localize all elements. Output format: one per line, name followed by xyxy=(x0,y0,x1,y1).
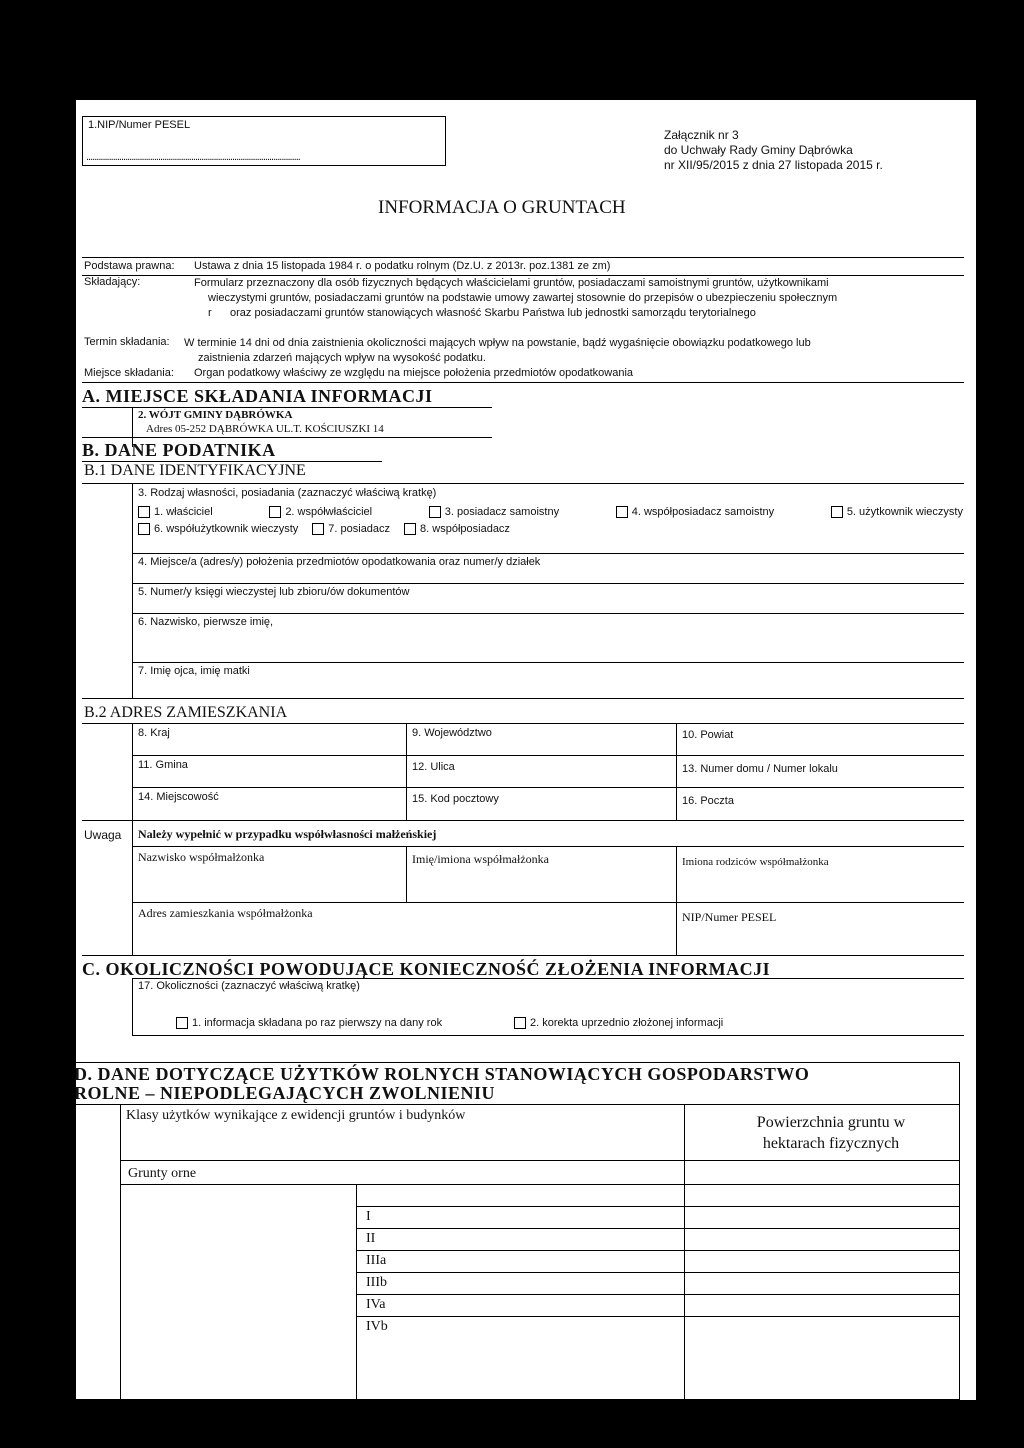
checkbox-correction[interactable] xyxy=(514,1017,526,1029)
section-d-title-line-2: ROLNE – NIEPODLEGAJĄCYCH ZWOLNIENIU xyxy=(74,1083,496,1103)
filer-text-3: oraz posiadaczami gruntów stanowiących własność Skarbu Państwa lub jednostki samorządu terytorialnego xyxy=(230,307,756,319)
field-postal-code[interactable]: 15. Kod pocztowy xyxy=(412,793,499,805)
filer-label: Składający: xyxy=(84,276,141,288)
filer-text-line-1: Formularz przeznaczony dla osób fizycznych będących właścicielami gruntów, posiadaczami samoistnymi gruntów, użytkownikami xyxy=(194,277,829,289)
deadline-text-line-1: W terminie 14 dni od dnia zaistnienia okoliczności mających wpływ na powstanie, bądź wygaśnięcie obowiązku podatkowego lub xyxy=(184,337,811,349)
land-class-row-line xyxy=(356,1250,960,1251)
place-text: Organ podatkowy właściwy ze względu na miejsce położenia przedmiotów opodatkowania xyxy=(194,367,634,379)
place-label: Miejsce składania: xyxy=(84,367,174,379)
checkbox-first-submission[interactable] xyxy=(176,1017,188,1029)
land-class-label: II xyxy=(366,1231,376,1246)
land-class-label: I xyxy=(366,1209,371,1224)
basis-label: Podstawa prawna: xyxy=(84,260,175,272)
deadline-text-line-2: zaistnienia zdarzeń mających wpływ na wysokość podatku. xyxy=(198,352,486,364)
option-possessor-independent[interactable]: 3. posiadacz samoistny xyxy=(429,506,559,518)
filer-text xyxy=(194,276,964,321)
land-class-label: IVb xyxy=(366,1319,388,1334)
option-co-possessor-independent[interactable]: 4. współposiadacz samoistny xyxy=(616,506,774,518)
arable-land-label: Grunty orne xyxy=(128,1166,197,1181)
field-parents-names[interactable]: 7. Imię ojca, imię matki xyxy=(138,665,250,677)
field-house-number[interactable]: 13. Numer domu / Numer lokalu xyxy=(682,763,838,775)
form-page xyxy=(76,100,976,1400)
nip-label: 1.NIP/Numer PESEL xyxy=(88,119,191,131)
annex-line-2: do Uchwały Rady Gminy Dąbrówka xyxy=(664,143,853,157)
deadline-label: Termin składania: xyxy=(84,336,170,348)
option-perpetual-user[interactable]: 5. użytkownik wieczysty xyxy=(831,506,963,518)
annex-line-3: nr XII/95/2015 z dnia 27 listopada 2015 r. xyxy=(664,158,883,172)
land-class-row-line xyxy=(356,1228,960,1229)
land-classes-header: Klasy użytków wynikające z ewidencji gruntów i budynków xyxy=(126,1108,466,1123)
filer-text-line-3 xyxy=(194,306,964,321)
option-owner[interactable]: 1. właściciel xyxy=(138,506,213,518)
filer-text-line-2: wieczystymi gruntów, posiadaczami gruntów na podstawie umowy zawartej stosownie do przepisów o ubezpieczeniu społecznym xyxy=(208,292,838,304)
ownership-options-row-2 xyxy=(138,523,510,535)
field-name[interactable]: 6. Nazwisko, pierwsze imię, xyxy=(138,616,274,628)
field-commune[interactable]: 11. Gmina xyxy=(138,759,188,771)
section-b2-title: B.2 ADRES ZAMIESZKANIA xyxy=(84,704,288,721)
field-street[interactable]: 12. Ulica xyxy=(412,761,455,773)
spouse-address-field[interactable]: Adres zamieszkania współmałżonka xyxy=(138,906,313,920)
note-text: Należy wypełnić w przypadku współwłasności małżeńskiej xyxy=(138,827,437,841)
circumstances-label: 17. Okoliczności (zaznaczyć właściwą kratkę) xyxy=(138,980,360,992)
nip-dots: ........................................................................................................ xyxy=(86,151,300,163)
annex-note xyxy=(664,128,883,173)
ownership-type-label: 3. Rodzaj własności, posiadania (zaznaczyć właściwą kratkę) xyxy=(138,487,437,499)
checkbox-co-perpetual-user[interactable] xyxy=(138,523,150,535)
checkbox-perpetual-user[interactable] xyxy=(831,506,843,518)
checkbox-possessor-independent[interactable] xyxy=(429,506,441,518)
checkbox-co-possessor[interactable] xyxy=(404,523,416,535)
section-b-title: B. DANE PODATNIKA xyxy=(82,440,276,460)
option-co-owner[interactable]: 2. współwłaściciel xyxy=(269,506,372,518)
basis-text: Ustawa z dnia 15 listopada 1984 r. o podatku rolnym (Dz.U. z 2013r. poz.1381 ze zm) xyxy=(194,260,611,272)
filer-r: r xyxy=(208,307,212,319)
land-class-row-line xyxy=(356,1272,960,1273)
spouse-parents-field[interactable]: Imiona rodziców współmałżonka xyxy=(682,856,829,868)
land-class-row-line xyxy=(356,1206,960,1207)
spouse-nip-field[interactable]: NIP/Numer PESEL xyxy=(682,910,777,924)
option-first-submission[interactable]: 1. informacja składana po raz pierwszy na dany rok xyxy=(176,1017,442,1029)
checkbox-owner[interactable] xyxy=(138,506,150,518)
section-a-title: A. MIEJSCE SKŁADANIA INFORMACJI xyxy=(82,386,433,406)
page-title: INFORMACJA O GRUNTACH xyxy=(378,197,626,218)
area-header: Powierzchnia gruntu w hektarach fizycznych xyxy=(756,1114,906,1152)
field-parcels-location[interactable]: 4. Miejsce/a (adres/y) położenia przedmiotów opodatkowania oraz numer/y działek xyxy=(138,556,541,568)
field-county[interactable]: 10. Powiat xyxy=(682,729,734,741)
land-class-label: IVa xyxy=(366,1297,386,1312)
field-post-office[interactable]: 16. Poczta xyxy=(682,795,734,807)
ownership-options-row-1 xyxy=(138,506,963,518)
checkbox-co-possessor-independent[interactable] xyxy=(616,506,628,518)
section-c-title: C. OKOLICZNOŚCI POWODUJĄCE KONIECZNOŚĆ ZŁOŻENIA INFORMACJI xyxy=(82,959,771,979)
field-country[interactable]: 8. Kraj xyxy=(138,727,170,739)
checkbox-possessor[interactable] xyxy=(312,523,324,535)
field-voivodeship[interactable]: 9. Województwo xyxy=(412,727,492,739)
option-possessor[interactable]: 7. posiadacz xyxy=(312,523,390,535)
annex-line-1: Załącznik nr 3 xyxy=(664,128,739,142)
section-d-title-line-1: D. DANE DOTYCZĄCE UŻYTKÓW ROLNYCH STANOWIĄCYCH GOSPODARSTWO xyxy=(74,1064,810,1084)
spouse-first-name-field[interactable]: Imię/imiona współmałżonka xyxy=(412,852,549,866)
checkbox-co-owner[interactable] xyxy=(269,506,281,518)
tax-office-address: Adres 05-252 DĄBRÓWKA UL.T. KOŚCIUSZKI 14 xyxy=(146,423,384,435)
section-d-title xyxy=(74,1065,809,1103)
section-b1-title: B.1 DANE IDENTYFIKACYJNE xyxy=(84,462,306,479)
deadline-text xyxy=(184,336,811,366)
option-correction[interactable]: 2. korekta uprzednio złożonej informacji xyxy=(514,1017,723,1029)
spouse-surname-field[interactable]: Nazwisko współmałżonka xyxy=(138,850,265,864)
tax-office-field: 2. WÓJT GMINY DĄBRÓWKA xyxy=(138,409,293,421)
option-co-perpetual-user[interactable]: 6. współużytkownik wieczysty xyxy=(138,523,298,535)
option-co-possessor[interactable]: 8. współposiadacz xyxy=(404,523,510,535)
field-land-register[interactable]: 5. Numer/y księgi wieczystej lub zbioru/ów dokumentów xyxy=(138,586,410,598)
note-label: Uwaga xyxy=(84,828,122,842)
field-locality[interactable]: 14. Miejscowość xyxy=(138,791,219,803)
land-class-label: IIIb xyxy=(366,1275,387,1290)
land-class-row-line xyxy=(356,1294,960,1295)
land-class-row-line xyxy=(356,1316,960,1317)
land-class-label: IIIa xyxy=(366,1253,387,1268)
